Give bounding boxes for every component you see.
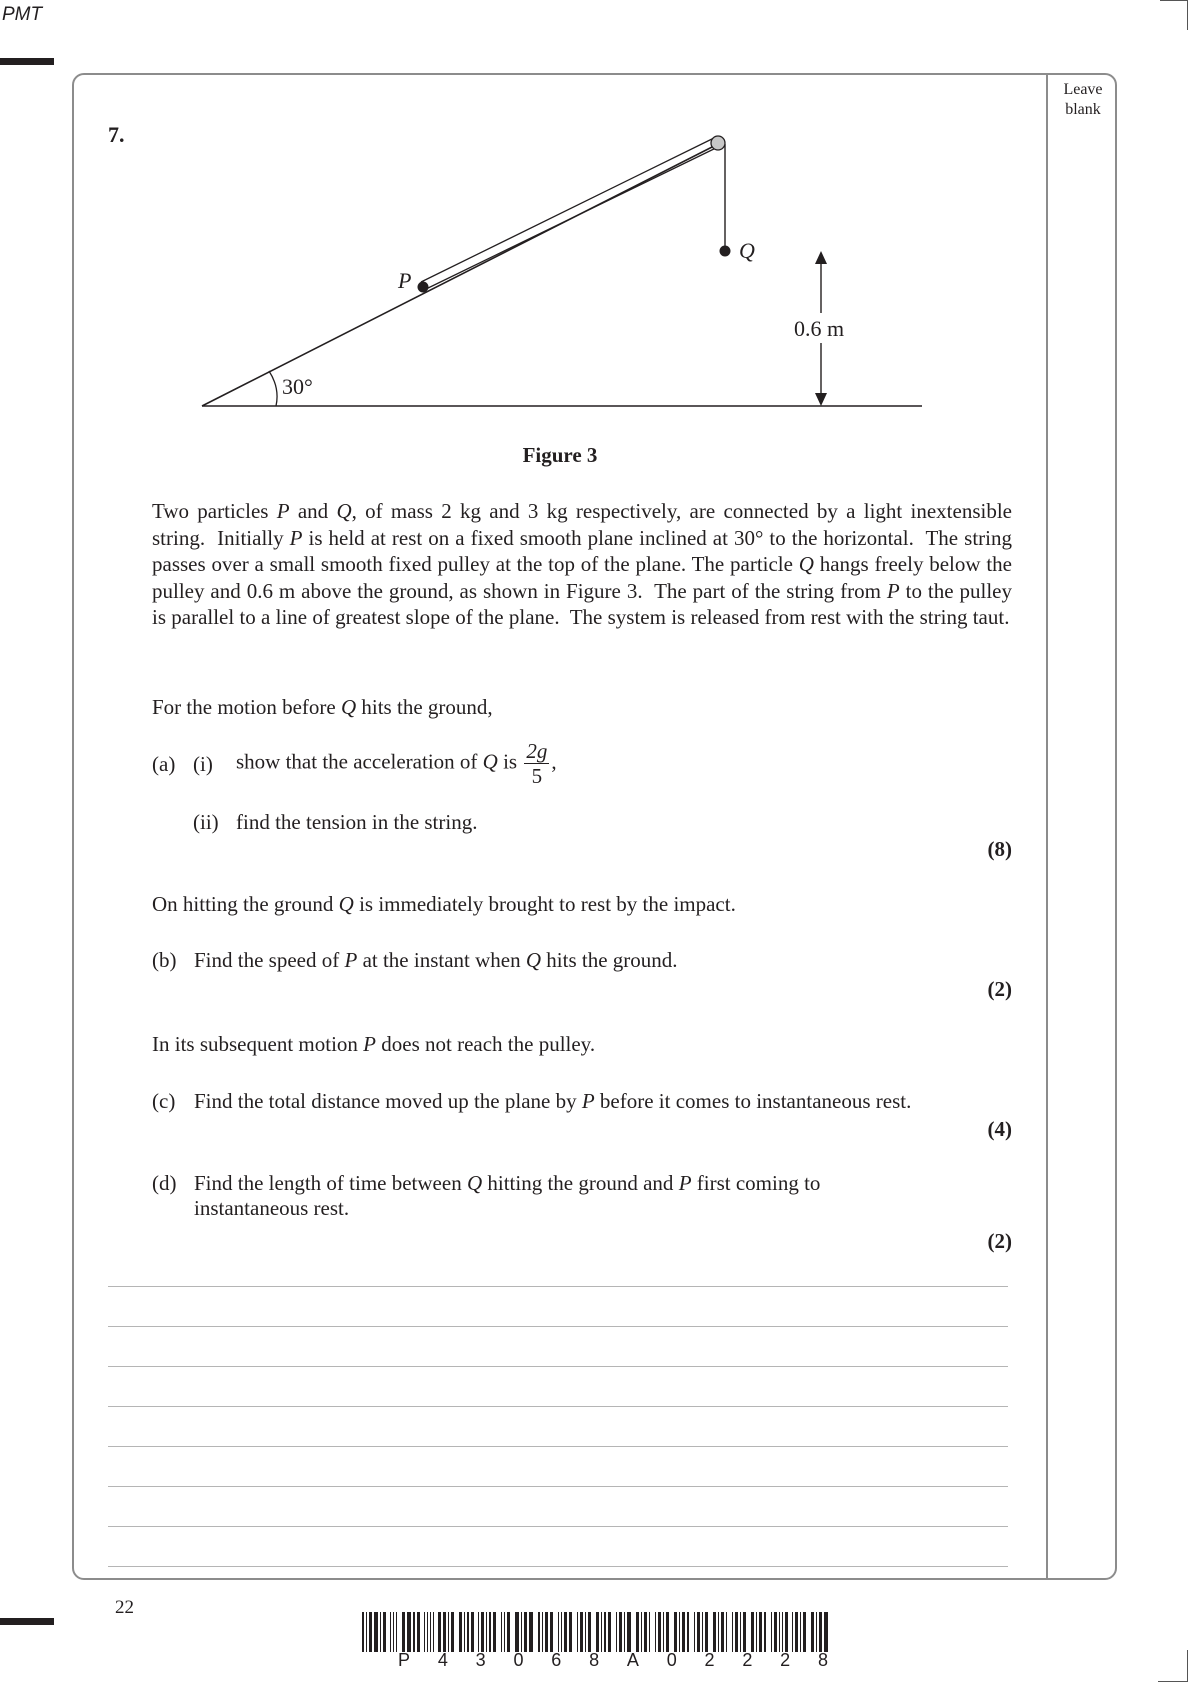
leave-label-line2: blank bbox=[1065, 101, 1101, 118]
particle-p-icon bbox=[418, 282, 429, 293]
barcode-char: P bbox=[398, 1650, 411, 1670]
answer-line[interactable] bbox=[108, 1566, 1008, 1567]
particle-p-label: P bbox=[398, 268, 412, 293]
crop-mark-bottom-right-v bbox=[1187, 1650, 1188, 1682]
part-a-i-label: (i) bbox=[193, 752, 213, 776]
pmt-watermark: PMT bbox=[2, 4, 43, 25]
part-d-text-2: instantaneous rest. bbox=[194, 1196, 350, 1220]
fraction-denominator: 5 bbox=[531, 764, 543, 788]
barcode-char: 4 bbox=[437, 1650, 448, 1670]
answer-line[interactable] bbox=[108, 1326, 1008, 1327]
pulley-icon bbox=[711, 136, 725, 150]
answer-line[interactable] bbox=[108, 1406, 1008, 1407]
registration-mark-bottom-left bbox=[0, 1618, 54, 1625]
angle-arc bbox=[269, 371, 277, 406]
answer-line[interactable] bbox=[108, 1486, 1008, 1487]
part-a-ii-label: (ii) bbox=[193, 810, 219, 834]
barcode bbox=[362, 1612, 828, 1652]
answer-line[interactable] bbox=[108, 1286, 1008, 1287]
height-label: 0.6 m bbox=[794, 316, 845, 341]
answer-line[interactable] bbox=[108, 1526, 1008, 1527]
part-c-label: (c) bbox=[152, 1089, 176, 1113]
interlude-1: On hitting the ground Q is immediately brought to rest by the impact. bbox=[152, 892, 736, 916]
question-intro: Two particles P and Q, of mass 2 kg and 3 kg respectively, are connected by a light inextensible string. Initially P is held at rest on a fixed smooth plane inclined at 30° to the horizontal. The string passes over a small smooth fixed pulley at the top of the plane. The particle Q hangs freely below the pulley and 0.6 m above the ground, as shown in Figure 3. The part of the string from P to the pulley is parallel to a line of greatest slope of the plane. The system is released from rest with the string taut. bbox=[152, 499, 1013, 629]
barcode-char: 0 bbox=[513, 1650, 524, 1670]
string-upper bbox=[421, 137, 716, 282]
part-d-text-1: Find the length of time between Q hitting the ground and P first coming to bbox=[194, 1171, 821, 1195]
question-number: 7. bbox=[108, 122, 125, 147]
part-c-marks: (4) bbox=[987, 1117, 1012, 1141]
barcode-char: 8 bbox=[589, 1650, 600, 1670]
part-b-label: (b) bbox=[152, 948, 177, 972]
answer-line[interactable] bbox=[108, 1446, 1008, 1447]
arrow-down-icon bbox=[815, 393, 827, 406]
barcode-char: 2 bbox=[742, 1650, 753, 1670]
fraction-suffix: , bbox=[551, 749, 557, 774]
part-b-marks: (2) bbox=[987, 977, 1012, 1001]
string-lower bbox=[424, 146, 720, 290]
part-a-label: (a) bbox=[152, 752, 176, 776]
angle-label: 30° bbox=[282, 374, 313, 399]
part-d-label: (d) bbox=[152, 1171, 177, 1195]
crop-mark-bottom-right bbox=[1158, 1681, 1188, 1682]
figure-3-diagram bbox=[0, 0, 1190, 480]
interlude-2: In its subsequent motion P does not reach the pulley. bbox=[152, 1032, 596, 1056]
arrow-up-icon bbox=[815, 251, 827, 264]
part-c-text: Find the total distance moved up the plane by P before it comes to instantaneous rest. bbox=[194, 1089, 912, 1113]
barcode-char: 8 bbox=[817, 1650, 828, 1670]
particle-q-icon bbox=[720, 246, 731, 257]
leave-label-line1: Leave bbox=[1063, 81, 1103, 98]
particle-q-label: Q bbox=[739, 238, 755, 263]
lead-in: For the motion before Q hits the ground, bbox=[152, 695, 493, 719]
part-b-text: Find the speed of P at the instant when Q hits the ground. bbox=[194, 948, 678, 972]
inclined-plane bbox=[202, 144, 718, 406]
figure-caption: Figure 3 bbox=[522, 443, 598, 467]
page-number: 22 bbox=[115, 1597, 134, 1618]
part-a-ii-text: find the tension in the string. bbox=[236, 810, 478, 834]
barcode-char: 6 bbox=[551, 1650, 562, 1670]
part-d-marks: (2) bbox=[987, 1229, 1012, 1253]
acceleration-fraction bbox=[524, 739, 549, 788]
barcode-char: A bbox=[626, 1650, 639, 1670]
part-a-marks: (8) bbox=[987, 837, 1012, 861]
barcode-char: 0 bbox=[666, 1650, 677, 1670]
barcode-char: 2 bbox=[704, 1650, 715, 1670]
part-a-i-text: show that the acceleration of Q is $\frac{2g}{5}$ , bbox=[236, 739, 557, 788]
fraction-numerator: 2g bbox=[526, 739, 548, 763]
answer-line[interactable] bbox=[108, 1366, 1008, 1367]
barcode-char: 2 bbox=[780, 1650, 791, 1670]
barcode-text bbox=[398, 1650, 828, 1671]
barcode-char: 3 bbox=[475, 1650, 486, 1670]
